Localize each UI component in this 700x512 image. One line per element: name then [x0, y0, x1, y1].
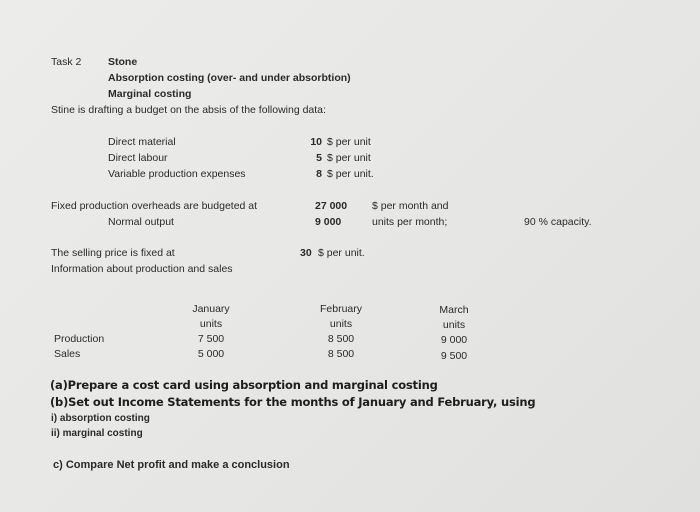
question-c: c) Compare Net profit and make a conclusion: [53, 459, 290, 471]
question-a: (a)Prepare a cost card using absorption and marginal costing: [50, 378, 438, 392]
cost-unit: $ per unit.: [327, 168, 374, 180]
month-unit: units: [329, 318, 353, 330]
cost-value: 10: [310, 136, 322, 148]
fixed-overheads-value: 27 000: [315, 200, 348, 212]
month-header: March: [439, 304, 469, 316]
capacity: 90 % capacity.: [524, 216, 592, 228]
question-b-i: i) absorption costing: [51, 413, 150, 424]
row-label-production: Production: [54, 333, 105, 345]
topic-marginal: Marginal costing: [108, 88, 192, 100]
production-value: 7 500: [197, 333, 225, 345]
sales-value: 9 500: [440, 350, 468, 362]
month-unit: units: [442, 319, 466, 331]
month-header: January: [192, 303, 230, 315]
month-unit: units: [199, 318, 223, 330]
question-b-ii: ii) marginal costing: [51, 428, 143, 439]
cost-label: Variable production expenses: [108, 168, 246, 180]
cost-value: 5: [316, 152, 322, 164]
production-value: 8 500: [327, 333, 355, 345]
topic-absorption: Absorption costing (over- and under absorbtion): [108, 72, 351, 84]
cost-value: 8: [316, 168, 322, 180]
row-label-sales: Sales: [54, 348, 81, 360]
intro-text: Stine is drafting a budget on the absis of the following data:: [51, 104, 326, 116]
question-b: (b)Set out Income Statements for the months of January and February, using: [50, 395, 536, 409]
cost-unit: $ per unit: [327, 152, 371, 164]
company-name: Stone: [108, 56, 138, 68]
normal-output-unit: units per month;: [372, 216, 448, 228]
sales-value: 5 000: [197, 348, 225, 360]
month-header: February: [319, 303, 362, 315]
task-number: Task 2: [51, 56, 82, 68]
cost-label: Direct material: [108, 136, 176, 148]
cost-unit: $ per unit: [327, 136, 371, 148]
selling-price-unit: $ per unit.: [318, 247, 365, 259]
fixed-overheads-label: Fixed production overheads are budgeted at: [51, 200, 258, 212]
sales-value: 8 500: [327, 348, 355, 360]
selling-price-value: 30: [300, 247, 312, 259]
normal-output-label: Normal output: [108, 216, 174, 228]
selling-price-label: The selling price is fixed at: [51, 247, 175, 259]
production-value: 9 000: [440, 334, 468, 346]
fixed-overheads-unit: $ per month and: [372, 200, 449, 212]
info-label: Information about production and sales: [51, 263, 233, 275]
cost-label: Direct labour: [108, 152, 168, 164]
normal-output-value: 9 000: [315, 216, 342, 228]
